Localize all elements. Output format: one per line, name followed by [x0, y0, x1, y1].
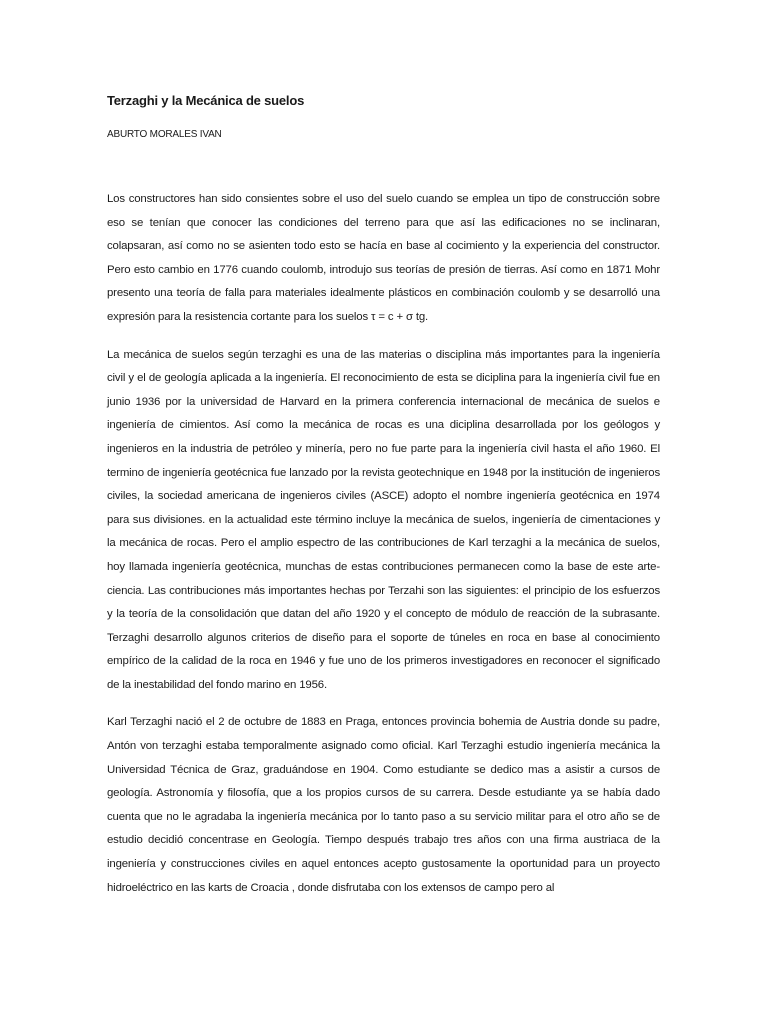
body-paragraph: Los constructores han sido consientes sobre el uso del suelo cuando se emplea un tipo de construcción sobre eso se tenían que conocer las condiciones del terreno para que así las edificaciones no se inclinaran, colapsaran, así como no se asienten todo esto se hacía en base al cocimiento y la experiencia del constructor. Pero esto cambio en 1776 cuando coulomb, introdujo sus teorías de presión de tierras. Así como en 1871 Mohr presento una teoría de falla para materiales idealmente plásticos en combinación coulomb y se desarrolló una expresión para la resistencia cortante para los suelos τ = c + σ tg.	[107, 193, 660, 323]
body-paragraph: La mecánica de suelos según terzaghi es una de las materias o disciplina más importantes para la ingeniería civil y el de geología aplicada a la ingeniería. El reconocimiento de esta se diciplina para la ingeniería civil fue en junio 1936 por la universidad de Harvard en la primera conferencia internacional de mecánica de suelos e ingeniería de cimientos. Así como la mecánica de rocas es una diciplina desarrollada por los geólogos y ingenieros en la industria de petróleo y minería, pero no fue parte para la ingeniería civil hasta el año 1960. El termino de ingeniería geotécnica fue lanzado por la revista geotechnique en 1948 por la institución de ingenieros civiles, la sociedad americana de ingenieros civiles (ASCE) adopto el nombre ingeniería geotécnica en 1974 para sus divisiones. en la actualidad este término incluye la mecánica de suelos, ingeniería de cimentaciones y la mecánica de rocas. Pero el amplio espectro de las contribuciones de Karl terzaghi a la mecánica de suelos, hoy llamada ingeniería geotécnica, munchas de estas contribuciones permanecen como la base de este arte-ciencia. Las contribuciones más importantes hechas por Terzahi son las siguientes: el principio de los esfuerzos y la teoría de la consolidación que datan del año 1920 y el concepto de módulo de reacción de la subrasante. Terzaghi desarrollo algunos criterios de diseño para el soporte de túneles en roca en base al conocimiento empírico de la calidad de la roca en 1946 y fue uno de los primeros investigadores en reconocer el significado de la inestabilidad del fondo marino en 1956.	[107, 348, 660, 691]
document-title: Terzaghi y la Mecánica de suelos	[107, 93, 305, 108]
document-author: ABURTO MORALES IVAN	[107, 129, 222, 140]
body-paragraph: Karl Terzaghi nació el 2 de octubre de 1883 en Praga, entonces provincia bohemia de Austria donde su padre, Antón von terzaghi estaba temporalmente asignado como oficial. Karl Terzaghi estudio ingeniería mecánica la Universidad Técnica de Graz, graduándose en 1904. Como estudiante se dedico mas a asistir a cursos de geología. Astronomía y filosofía, que a los propios cursos de su carrera. Desde estudiante ya se había dado cuenta que no le agradaba la ingeniería mecánica por lo tanto paso a su servicio militar para el otro año se de estudio decidió concentrase en Geología. Tiempo después trabajo tres años con una firma austriaca de la ingeniería y construcciones civiles en aquel entonces acepto gustosamente la oportunidad para un proyecto hidroeléctrico en las karts de Croacia , donde disfrutaba con los extensos de campo pero al	[107, 716, 660, 894]
document-body	[107, 188, 660, 914]
